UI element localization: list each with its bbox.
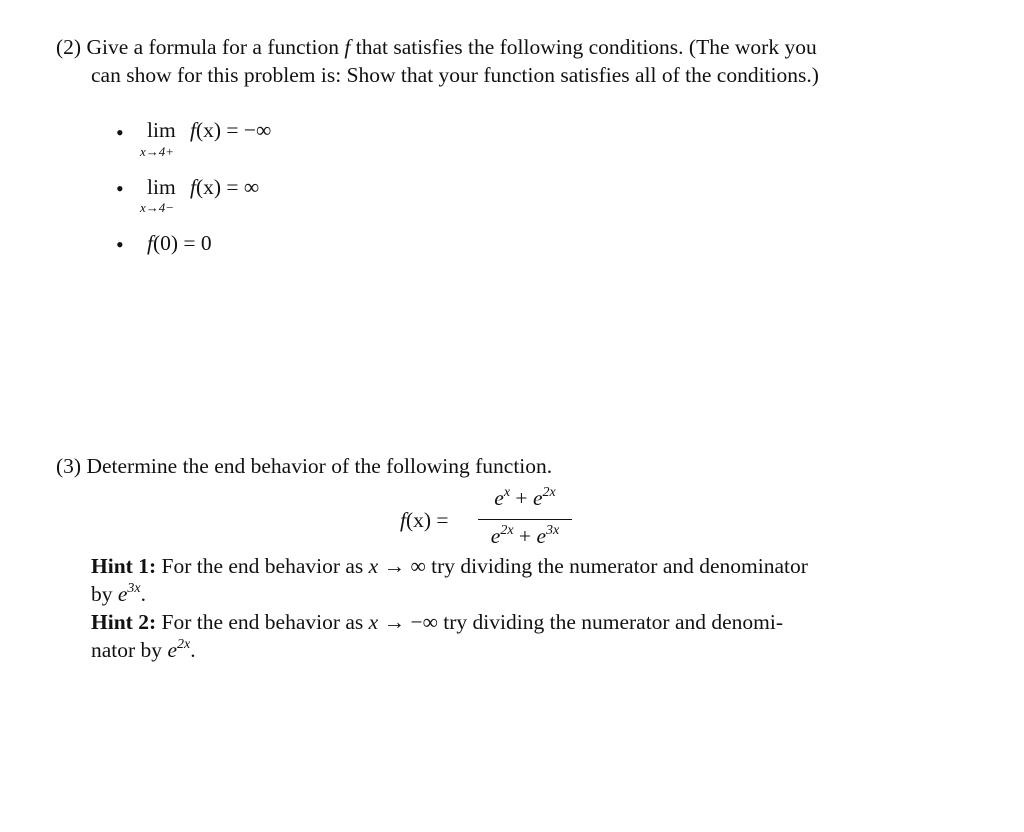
hint-1 — [91, 556, 808, 578]
text: For the end behavior as — [156, 610, 369, 634]
exp: 3x — [127, 581, 141, 596]
exp: 2x — [176, 637, 191, 652]
exp: 2x — [542, 485, 556, 500]
lim: lim — [147, 175, 176, 199]
plus: + — [510, 486, 533, 510]
text: Give a formula for a function — [86, 35, 345, 59]
math-f: f — [190, 175, 196, 199]
lim-subscript: x→4+ — [140, 144, 175, 159]
e: e — [532, 486, 543, 510]
denominator — [478, 523, 572, 548]
bullet: • — [116, 120, 124, 145]
text: that satisfies the following conditions. (The work you — [350, 35, 817, 59]
math-f: f — [147, 231, 153, 255]
bullet: • — [116, 176, 124, 201]
text: . — [190, 638, 196, 662]
lim-subscript: x→4− — [140, 200, 175, 215]
expr: (0) = 0 — [152, 231, 212, 255]
exp: 3x — [545, 523, 560, 538]
hint-label: Hint 1: — [91, 554, 157, 578]
e: e — [167, 638, 177, 662]
fraction-bar — [478, 519, 572, 520]
problem-number: (2) — [56, 35, 82, 59]
text: nator by — [91, 638, 168, 662]
lim: lim — [147, 118, 176, 142]
text: For the end behavior as — [156, 554, 369, 578]
text: by — [91, 582, 118, 606]
math-x: x — [368, 610, 379, 634]
exp: x — [503, 485, 511, 500]
hint-2 — [91, 612, 783, 634]
exp: 2x — [500, 523, 514, 538]
text: → −∞ try dividing the numerator and denomi- — [378, 610, 784, 634]
e: e — [490, 524, 501, 548]
math-f: f — [344, 35, 351, 59]
expr: (x) = −∞ — [195, 118, 272, 142]
plus: + — [513, 524, 537, 548]
expr: (x) = — [405, 508, 449, 532]
problem-3-line-1 — [56, 456, 552, 478]
math-f: f — [190, 118, 196, 142]
e: e — [117, 582, 128, 606]
text: . — [140, 582, 147, 606]
hint-label: Hint 2: — [91, 610, 157, 634]
text: Determine the end behavior of the following function. — [86, 454, 553, 478]
hint-1-line-2 — [91, 581, 147, 606]
e: e — [536, 524, 546, 548]
numerator — [478, 485, 572, 510]
hint-2-line-2 — [91, 637, 196, 662]
math-x: x — [368, 554, 379, 578]
problem-2-line-1 — [56, 37, 817, 59]
problem-number: (3) — [56, 454, 82, 478]
math-f: f — [400, 508, 406, 532]
bullet: • — [116, 232, 124, 257]
expr: (x) = ∞ — [195, 175, 260, 199]
text: → ∞ try dividing the numerator and denominator — [378, 554, 808, 578]
problem-2-line-2: can show for this problem is: Show that your function satisfies all of the conditions.) — [91, 63, 819, 87]
function-lhs — [400, 510, 449, 532]
e: e — [494, 486, 504, 510]
